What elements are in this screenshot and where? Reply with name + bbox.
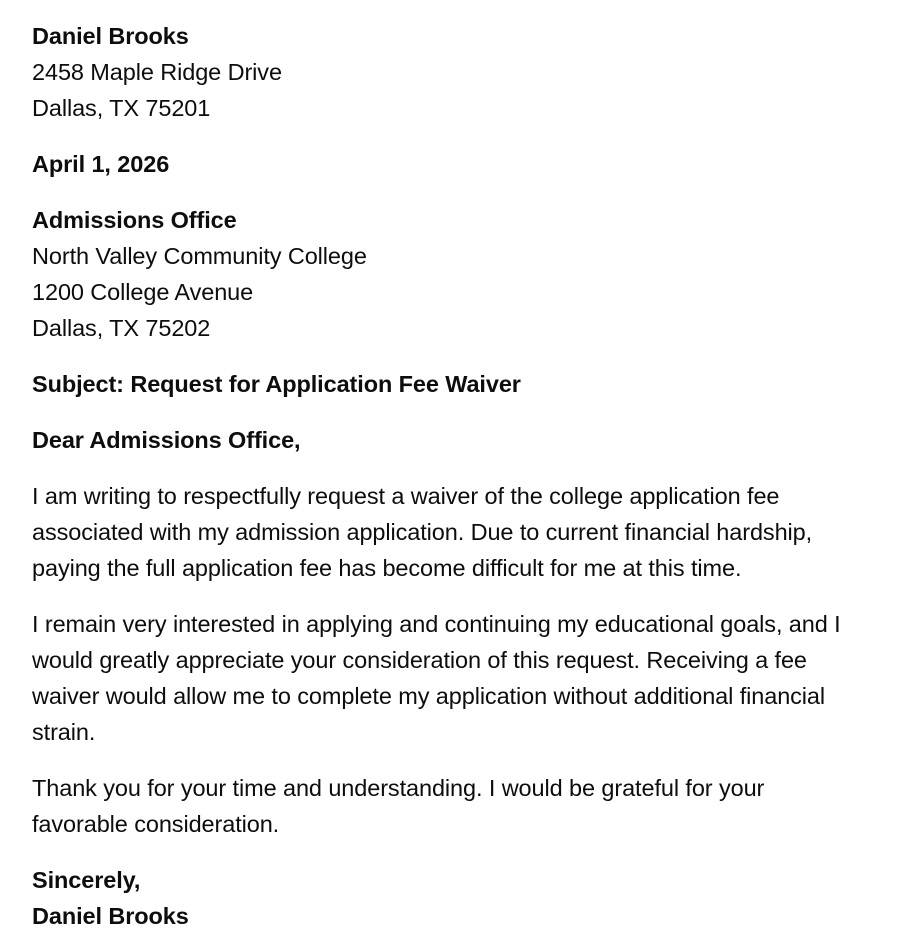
letter-date: April 1, 2026 [32,151,170,177]
recipient-address-block [32,202,845,346]
subject-block [32,366,845,402]
body-paragraph-2-text: I remain very interested in applying and continuing my educational goals, and I would greatly appreciate your consideration of this request. Receiving a fee waiver would allow me to complete my application without additional financial strain. [32,611,841,745]
salutation-block [32,422,845,458]
body-paragraph-1-text: I am writing to respectfully request a waiver of the college application fee associated with my admission application. Due to current financial hardship, paying the full application fee has become difficult for me at this time. [32,483,813,581]
sender-city-state-zip: Dallas, TX 75201 [32,95,211,121]
sender-address-block [32,18,845,126]
subject-line: Subject: Request for Application Fee Waiver [32,371,521,397]
date-block [32,146,845,182]
recipient-office: Admissions Office [32,207,237,233]
valediction: Sincerely, [32,867,141,893]
body-paragraph-3-text: Thank you for your time and understanding. I would be grateful for your favorable consideration. [32,775,765,837]
body-paragraph-1 [32,478,845,586]
recipient-street: 1200 College Avenue [32,279,254,305]
body-paragraph-2 [32,606,845,750]
signature-name: Daniel Brooks [32,903,189,929]
recipient-city-state-zip: Dallas, TX 75202 [32,315,211,341]
closing-block [32,862,845,934]
body-paragraph-3 [32,770,845,842]
recipient-institution: North Valley Community College [32,243,367,269]
sender-name: Daniel Brooks [32,23,189,49]
sender-street: 2458 Maple Ridge Drive [32,59,282,85]
salutation: Dear Admissions Office, [32,427,301,453]
